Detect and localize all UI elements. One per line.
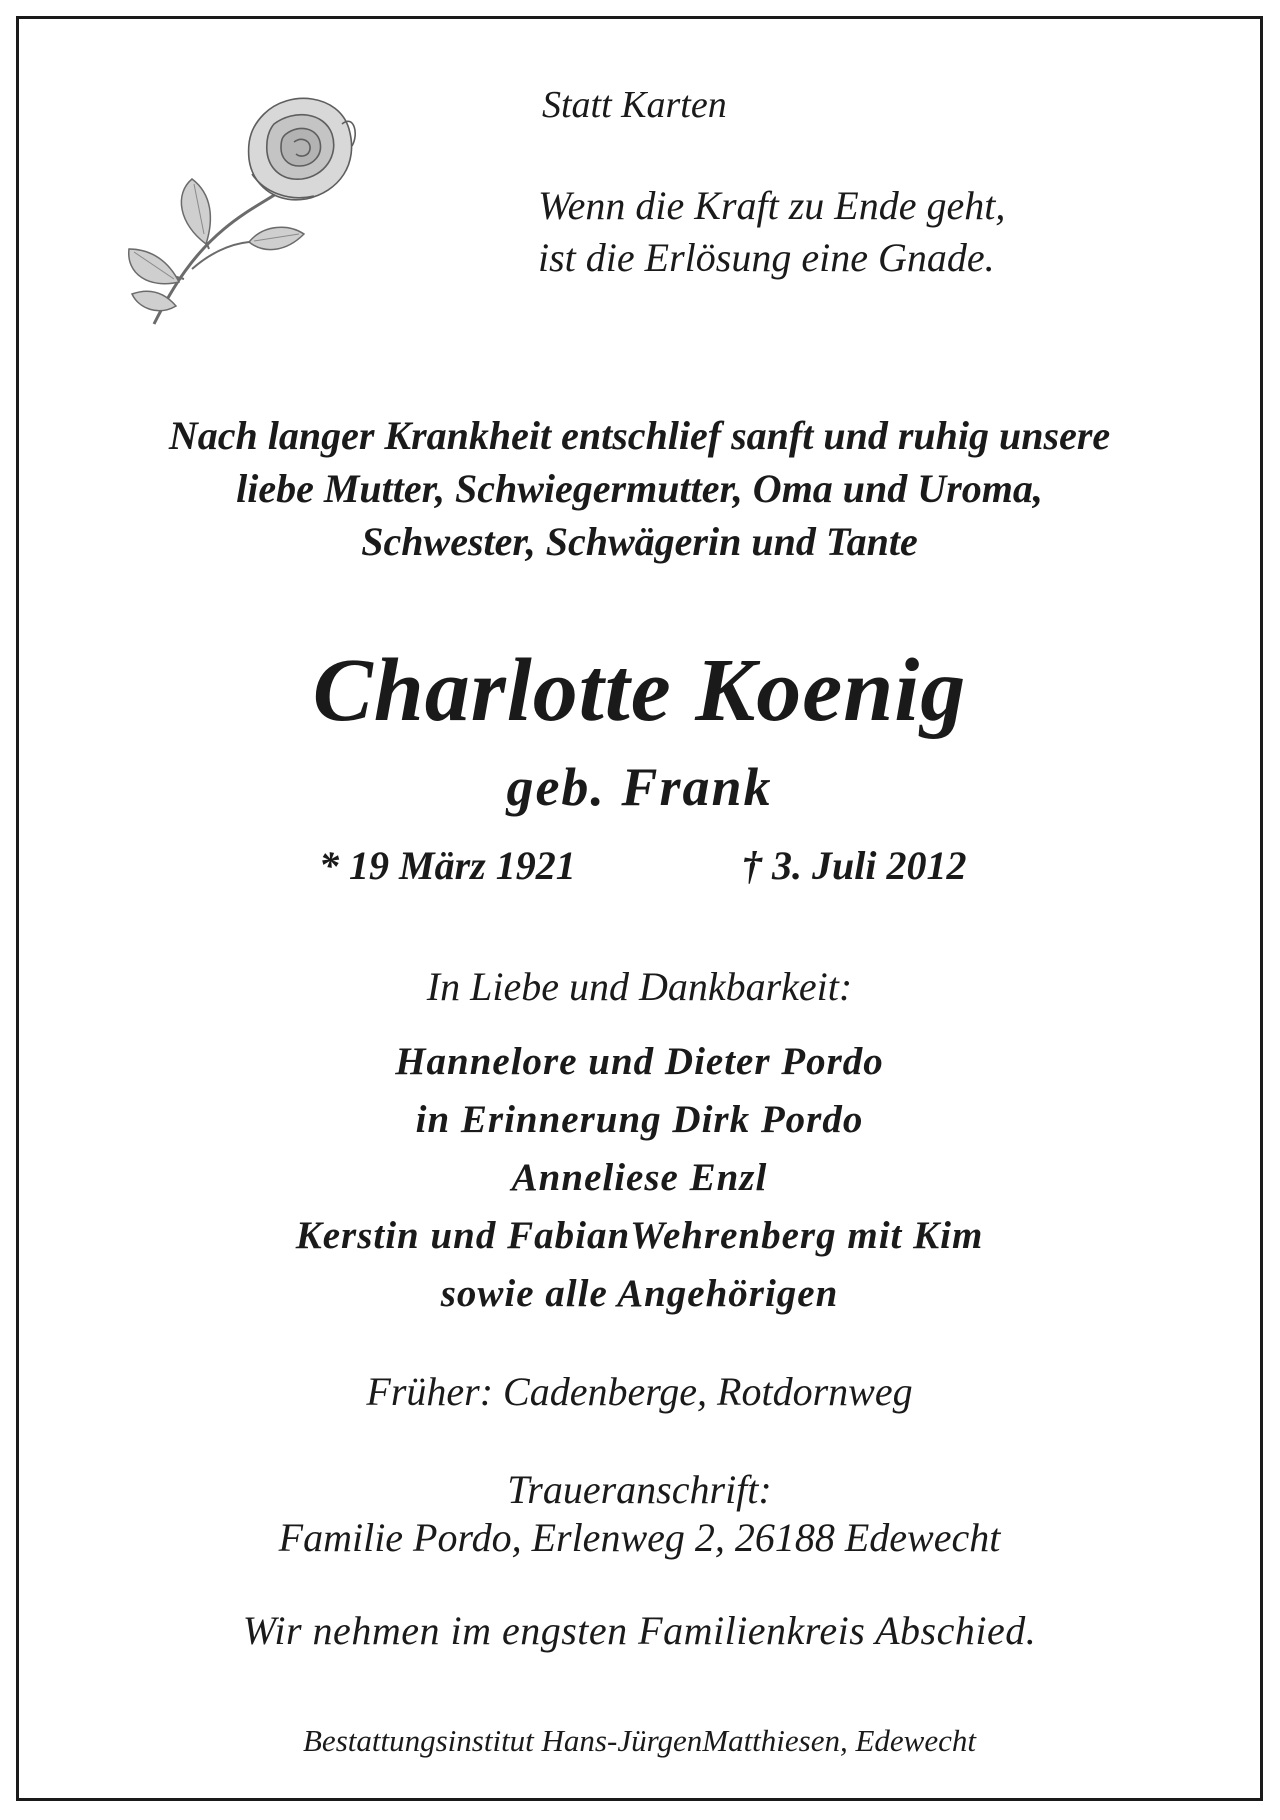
deceased-name: Charlotte Koenig bbox=[312, 641, 967, 740]
intro-line: liebe Mutter, Schwiegermutter, Oma und Uroma, bbox=[236, 466, 1043, 511]
mourner-line: Anneliese Enzl bbox=[511, 1156, 768, 1199]
address-label: Traueranschrift: bbox=[507, 1467, 772, 1512]
undertaker-credit: Bestattungsinstitut Hans-JürgenMatthiesen, Edewecht bbox=[303, 1723, 976, 1758]
death-date: † 3. Juli 2012 bbox=[742, 843, 967, 888]
mourner-line: in Erinnerung Dirk Pordo bbox=[415, 1098, 864, 1141]
intro-text bbox=[19, 409, 1260, 568]
motto-line: ist die Erlösung eine Gnade. bbox=[538, 235, 995, 280]
intro-line: Schwester, Schwägerin und Tante bbox=[361, 519, 918, 564]
birth-date: * 19 März 1921 bbox=[319, 843, 576, 888]
motto-line: Wenn die Kraft zu Ende geht, bbox=[538, 183, 1006, 228]
intro-line: Nach langer Krankheit entschlief sanft und ruhig unsere bbox=[168, 413, 1111, 458]
statt-karten: Statt Karten bbox=[542, 84, 727, 126]
maiden-name: geb. Frank bbox=[506, 757, 773, 817]
mourners-list bbox=[19, 1033, 1260, 1323]
motto-verse bbox=[538, 180, 1005, 284]
farewell-line: Wir nehmen im engsten Familienkreis Abschied. bbox=[242, 1608, 1037, 1653]
mourner-line: Kerstin und FabianWehrenberg mit Kim bbox=[295, 1214, 984, 1257]
mourner-line: sowie alle Angehörigen bbox=[440, 1272, 839, 1315]
rose-icon bbox=[114, 84, 364, 334]
mourning-address bbox=[19, 1466, 1260, 1562]
thanks-line: In Liebe und Dankbarkeit: bbox=[426, 964, 853, 1009]
notice-frame bbox=[16, 16, 1263, 1801]
former-residence: Früher: Cadenberge, Rotdornweg bbox=[366, 1369, 913, 1414]
mourner-line: Hannelore und Dieter Pordo bbox=[395, 1040, 884, 1083]
address-line: Familie Pordo, Erlenweg 2, 26188 Edewecht bbox=[278, 1515, 1001, 1560]
